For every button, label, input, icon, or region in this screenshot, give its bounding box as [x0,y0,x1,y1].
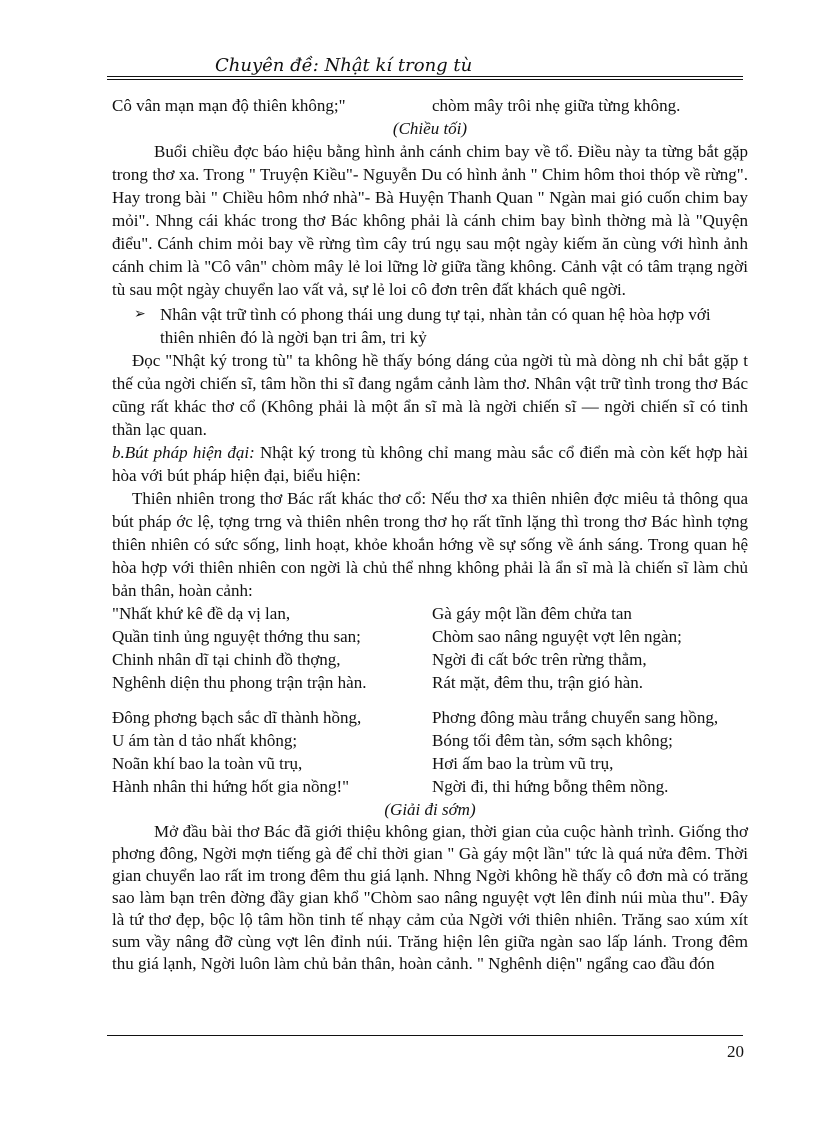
page-header-title: Chuyên đề: Nhật kí trong tù [215,55,473,76]
poem-line-right: chòm mây trôi nhẹ giữa từng không. [432,96,681,115]
poem-line-right: Ngời đi, thi hứng bỗng thêm nồng. [432,777,669,796]
paragraph-1: Buổi chiều đợc báo hiệu bằng hình ảnh cánh chim bay về tổ. Điều này ta từng bắt gặp trong thơ xa. Trong " Truyện Kiều"- Nguyễn Du có hình ảnh " Chim hôm thoi thóp về rừng". Hay trong bài " Chiều hôm nhớ nhà"- Bà Huyện Thanh Quan " Ngàn mai gió cuốn chim bay mỏi". Nhng cái khác trong thơ Bác không phải là cánh chim bay bình thờng mà là "Quyện điểu". Cánh chim mỏi bay về rừng tìm cây trú ngụ sau một ngày kiếm ăn cùng với hình ảnh cánh chim là "Cô vân" chòm mây lẻ loi lững lờ giữa tầng không. Cảnh vật có tâm trạng ngời tù sau một ngày chuyển lao vất vả, sự lẻ loi cô đơn trên đất khách quê ngời. [112,142,748,299]
paragraph-2: Đọc "Nhật ký trong tù" ta không hề thấy bóng dáng của ngời tù mà dòng nh chỉ bắt gặp t thế của ngời chiến sĩ, tâm hồn thi sĩ đang ngắm cảnh làm thơ. Nhân vật trữ tình trong thơ Bác cũng rất khác thơ cổ (Không phải là một ẩn sĩ mà là ngời chiến sĩ — ngời chiến sĩ có tinh thần lạc quan. [112,351,748,439]
poem-line-left: Quần tinh ủng nguyệt thớng thu san; [112,627,361,646]
bullet-item [112,303,748,349]
header-rule-bottom [107,79,743,80]
caption-giai-di-som: (Giải đi sớm) [384,800,476,819]
poem-line-right: Chòm sao nâng nguyệt vợt lên ngàn; [432,627,682,646]
arrow-bullet-icon: ➢ [134,307,146,322]
header-rule-top [107,76,743,77]
poem-line-right: Gà gáy một lần đêm chửa tan [432,604,632,623]
poem-line-left: Cô vân mạn mạn độ thiên không;" [112,96,346,115]
poem-line-left: Đông phơng bạch sắc dĩ thành hồng, [112,708,362,727]
paragraph-4: Thiên nhiên trong thơ Bác rất khác thơ cổ: Nếu thơ xa thiên nhiên đợc miêu tả thông qua bút pháp ớc lệ, tợng trng và thiên nhên trong thơ họ rất tĩnh lặng thì trong thơ Bác hình tợng thiên nhiên có sức sống, linh hoạt, khỏe khoắn hớng về sự sống về ánh sáng. Trong quan hệ hòa hợp với thiên nhiên con ngời là chủ thể nhng không phải là ẩn sĩ mà là chiến sĩ làm chủ bản thân, hoàn cảnh: [112,489,748,600]
caption-chieu-toi: (Chiều tối) [392,119,468,138]
poem-line-left: U ám tàn d tảo nhất không; [112,731,298,750]
paragraph-3-text: Nhật ký trong tù không chỉ mang màu sắc cổ điển mà còn kết hợp hài hòa với bút pháp hiện đại, biểu hiện: [112,443,748,485]
stanza-gap [112,694,748,706]
bullet-text: Nhân vật trữ tình có phong thái ung dung tự tại, nhàn tản có quan hệ hòa hợp với thiên nhiên đó là ngời bạn tri âm, tri kỷ [160,305,711,347]
poem-line-right: Hơi ấm bao la trùm vũ trụ, [432,754,614,773]
poem-line-top [112,94,748,117]
poem-line-right: Ngời đi cất bớc trên rừng thẳm, [432,650,647,669]
poem-stanza-2 [112,706,748,798]
poem-stanza-1 [112,602,748,694]
document-body [112,94,748,975]
poem-line-right: Rát mặt, đêm thu, trận gió hàn. [432,673,644,692]
paragraph-3 [112,441,748,487]
poem-line-left: "Nhất khứ kê đề dạ vị lan, [112,604,291,623]
section-label: b.Bút pháp hiện đại: [112,443,255,462]
poem-line-left: Noãn khí bao la toàn vũ trụ, [112,754,303,773]
paragraph-5: Mở đầu bài thơ Bác đã giới thiệu không gian, thời gian của cuộc hành trình. Giống thơ phơng đông, Ngời mợn tiếng gà để chỉ thời gian " Gà gáy một lần" tức là quá nửa đêm. Thời gian chuyển lao rất im trong đêm thu giá lạnh. Nhng Ngời không hề thấy cô đơn mà có trăng sao làm bạn trên đờng đầy gian khổ "Chòm sao nâng nguyệt vợt lên đỉnh núi mùa thu". Đây là tứ thơ đẹp, bộc lộ tâm hồn tinh tế nhạy cảm của Ngời với thiên nhiên. Trăng sao xúm xít sum vầy nâng đỡ cùng vợt lên đỉnh núi. Trăng hiện lên giữa ngàn sao lấp lánh. Trong đêm thu giá lạnh, Ngời luôn làm chủ bản thân, hoàn cảnh. " Nghênh diện" ngẩng cao đầu đón [112,822,748,973]
page-number: 20 [727,1042,744,1061]
poem-line-left: Chinh nhân dĩ tại chinh đồ thợng, [112,650,341,669]
poem-line-right: Bóng tối đêm tàn, sớm sạch không; [432,731,673,750]
poem-line-left: Nghênh diện thu phong trận trận hàn. [112,673,367,692]
footer-rule [107,1035,743,1036]
poem-line-right: Phơng đông màu trắng chuyển sang hồng, [432,708,719,727]
poem-line-left: Hành nhân thi hứng hốt gia nồng!" [112,777,350,796]
